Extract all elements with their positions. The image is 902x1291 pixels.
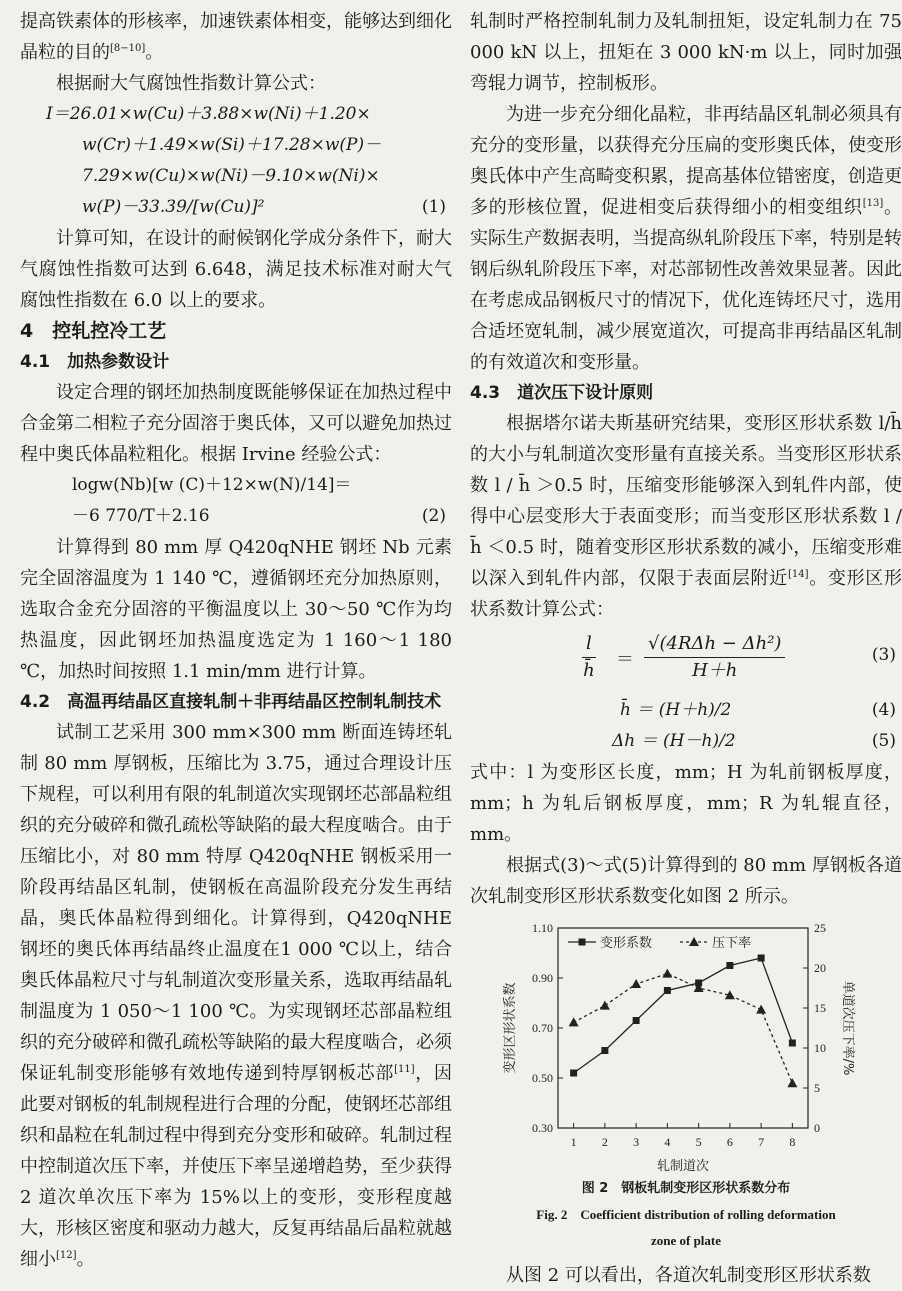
x-axis-label: 轧制道次 xyxy=(656,1159,710,1174)
left-column xyxy=(20,6,452,1275)
equation-number: (2) xyxy=(421,506,446,526)
left-axis-tick-label: 0.30 xyxy=(532,1121,553,1135)
legend-marker-triangle xyxy=(689,937,699,946)
x-axis-tick-label: 3 xyxy=(633,1135,640,1149)
data-point-triangle xyxy=(662,969,672,978)
right-axis-tick-label: 15 xyxy=(814,1001,826,1015)
subsection-heading: 4.3 道次压下设计原则 xyxy=(470,383,654,403)
paragraph: 轧制时严格控制轧制力及轧制扭矩，设定轧制力在 75 000 kN 以上，扭矩在 3 000 kN·m 以上，同时加强弯辊力调节，控制板形。 xyxy=(470,11,902,94)
right-axis-tick-label: 5 xyxy=(814,1081,820,1095)
figure-caption-cn: 图 2 钢板轧制变形区形状系数分布 xyxy=(581,1181,791,1196)
series-line-1 xyxy=(574,958,793,1073)
reference-mark: [8−10] xyxy=(110,43,146,54)
x-axis-tick-label: 7 xyxy=(758,1135,765,1149)
equation-4: h̄ ＝ (H＋h)/2 (4) xyxy=(470,695,902,726)
equals-sign: ＝ xyxy=(616,649,634,670)
left-axis-tick-label: 1.10 xyxy=(532,921,553,935)
right-axis-tick-label: 0 xyxy=(814,1121,820,1135)
section-heading: 4 控轧控冷工艺 xyxy=(20,320,167,342)
right-axis-tick-label: 10 xyxy=(814,1041,826,1055)
data-point-square xyxy=(633,1017,640,1024)
paragraph: 根据耐大气腐蚀性指数计算公式： xyxy=(56,73,326,94)
equation-3 xyxy=(470,625,902,695)
data-point-square xyxy=(726,962,733,969)
equation-number: (5) xyxy=(871,731,896,751)
x-axis-tick-label: 6 xyxy=(726,1135,733,1149)
data-point-triangle xyxy=(756,1005,766,1014)
equation-number: (4) xyxy=(871,700,896,720)
fraction-lhs: $\frac{l}{h̄}$ xyxy=(583,633,595,681)
paragraph: 提高铁素体的形核率，加速铁素体相变，能够达到细化晶粒的目的[8−10]。 xyxy=(20,11,452,63)
paragraph: 根据塔尔诺夫斯基研究结果，变形区形状系数 l/h̄ 的大小与轧制道次变形量有直接关系。当变形区形状系数 l / h̄ ＞0.5 时，压缩变形能够深入到轧件内部，使得中心层变形大于表面变形；而当变形区形状系数 l / h̄ ＜0.5 时，随着变形区形状系数的减小，压缩变形难以深入到轧件内部，仅限于表面层附近[14]。变形区形状系数计算公式： xyxy=(470,413,902,620)
equation-2: logw(Nb)[w (C)＋12×w(N)/14]＝ －6 770/T＋2.16 (2) xyxy=(20,470,452,532)
reference-mark: [14] xyxy=(787,569,809,580)
legend-label: 变形系数 xyxy=(600,936,653,951)
paragraph: 为进一步充分细化晶粒，非再结晶区轧制必须具有充分的变形量，以获得充分压扁的变形奥氏体，使变形奥氏体中产生高畸变积累，提高基体位错密度，创造更多的形核位置，促进相变后获得细小的相变组织[13]。实际生产数据表明，当提高纵轧阶段压下率，特别是转钢后纵轧阶段压下率，对芯部韧性改善效果显著。因此在考虑成品钢板尺寸的情况下，优化连铸坯尺寸，选用合适坯宽轧制，减少展宽道次，可提高非再结晶区轧制的有效道次和变形量。 xyxy=(470,104,902,373)
data-point-square xyxy=(758,955,765,962)
reference-mark: [12] xyxy=(56,1250,77,1261)
paragraph: 设定合理的钢坯加热制度既能够保证在加热过程中合金第二相粒子充分固溶于奥氏体，又可以避免加热过程中奥氏体晶粒粗化。根据 Irvine 经验公式： xyxy=(20,382,452,465)
subsection-heading: 4.2 高温再结晶区直接轧制＋非再结晶区控制轧制技术 xyxy=(20,692,442,712)
equation-5: Δh ＝ (H－h)/2 (5) xyxy=(470,726,902,757)
data-point-square xyxy=(570,1070,577,1077)
reference-mark: [11] xyxy=(394,1064,415,1075)
reference-mark: [13] xyxy=(862,198,884,209)
left-axis-tick-label: 0.90 xyxy=(532,971,553,985)
paragraph: 从图 2 可以看出，各道次轧制变形区形状系数 xyxy=(506,1265,871,1286)
right-column xyxy=(470,6,902,1291)
figure-caption-en-2: zone of plate xyxy=(650,1233,722,1248)
data-point-triangle xyxy=(569,1017,579,1026)
figure-caption-en: Fig. 2 Coefficient distribution of rolling deformation xyxy=(536,1207,836,1222)
figure-2 xyxy=(470,916,902,1176)
fraction-rhs: √(4RΔh − Δh²) H＋h xyxy=(644,631,785,684)
left-axis-tick-label: 0.50 xyxy=(532,1071,553,1085)
left-axis-tick-label: 0.70 xyxy=(532,1021,553,1035)
x-axis-tick-label: 8 xyxy=(789,1135,796,1149)
paragraph: 计算得到 80 mm 厚 Q420qNHE 钢坯 Nb 元素完全固溶温度为 1 140 ℃，遵循钢坯充分加热原则，选取合金充分固溶的平衡温度以上 30～50 ℃作为均热温度，因此钢坯加热温度选定为 1 160～1 180 ℃，加热时间按照 1.1 min/mm 进行计算。 xyxy=(20,537,452,682)
data-point-triangle xyxy=(631,979,641,988)
paragraph: 计算可知，在设计的耐候钢化学成分条件下，耐大气腐蚀性指数可达到 6.648，满足技术标准对耐大气腐蚀性指数在 6.0 以上的要求。 xyxy=(20,228,452,311)
x-axis-tick-label: 1 xyxy=(570,1135,577,1149)
equation-number: (1) xyxy=(421,197,446,217)
data-point-square xyxy=(601,1047,608,1054)
equation-number: (3) xyxy=(871,645,896,665)
series-line-2 xyxy=(574,974,793,1084)
right-axis-tick-label: 20 xyxy=(814,961,826,975)
right-axis-tick-label: 25 xyxy=(814,921,826,935)
data-point-triangle xyxy=(600,1001,610,1010)
paragraph: 试制工艺采用 300 mm×300 mm 断面连铸坯轧制 80 mm 厚钢板，压缩比为 3.75，通过合理设计压下规程，可以利用有限的轧制道次实现钢坯芯部晶粒组织的充分破碎和微孔疏松等缺陷的最大程度啮合。由于压缩比小，对 80 mm 特厚 Q420qNHE 钢板采用一阶段再结晶区轧制，使钢板在高温阶段充分发生再结晶，奥氏体晶粒得到细化。计算得到，Q420qNHE 钢坯的奥氏体再结晶终止温度在1 000 ℃以上，结合奥氏体晶粒尺寸与轧制道次变形量关系，选取再结晶轧制温度为 1 050～1 100 ℃。为实现钢坯芯部晶粒组织的充分破碎和微孔疏松等缺陷的最大程度啮合，必须保证轧制变形能够有效地传递到特厚钢板芯部[11]，因此要对钢板的轧制规程进行合理的分配，使钢坯芯部组织和晶粒在轧制过程中得到充分变形和破碎。轧制过程中控制道次压下率，并使压下率呈递增趋势，至少获得 2 道次单次压下率为 15%以上的变形，变形程度越大，形核区密度和驱动力越大，反复再结晶后晶粒就越细小[12]。 xyxy=(20,722,452,1270)
data-point-square xyxy=(789,1040,796,1047)
line-chart xyxy=(470,916,902,1176)
equation-1: I＝26.01×w(Cu)＋3.88×w(Ni)＋1.20× w(Cr)＋1.49×w(Si)＋17.28×w(P)－ 7.29×w(Cu)×w(Ni)－9.10×w(Ni)× w(P)－33.39/[w(Cu)]² (1) xyxy=(20,99,452,223)
plot-frame xyxy=(558,928,808,1128)
paragraph: 式中：l 为变形区长度，mm；H 为轧前钢板厚度，mm；h 为轧后钢板厚度，mm；R 为轧辊直径，mm。 xyxy=(470,762,902,845)
data-point-triangle xyxy=(787,1078,797,1087)
x-axis-tick-label: 4 xyxy=(664,1135,671,1149)
subsection-heading: 4.1 加热参数设计 xyxy=(20,352,170,372)
legend-label: 压下率 xyxy=(712,936,752,951)
legend-marker-square xyxy=(579,939,586,946)
x-axis-tick-label: 2 xyxy=(601,1135,608,1149)
left-axis-label: 变形区形状系数 xyxy=(503,982,518,1074)
paragraph: 根据式(3)～式(5)计算得到的 80 mm 厚钢板各道次轧制变形区形状系数变化如图 2 所示。 xyxy=(470,855,902,907)
right-axis-label: 单道次压下率/% xyxy=(840,980,855,1076)
data-point-square xyxy=(664,987,671,994)
x-axis-tick-label: 5 xyxy=(695,1135,702,1149)
